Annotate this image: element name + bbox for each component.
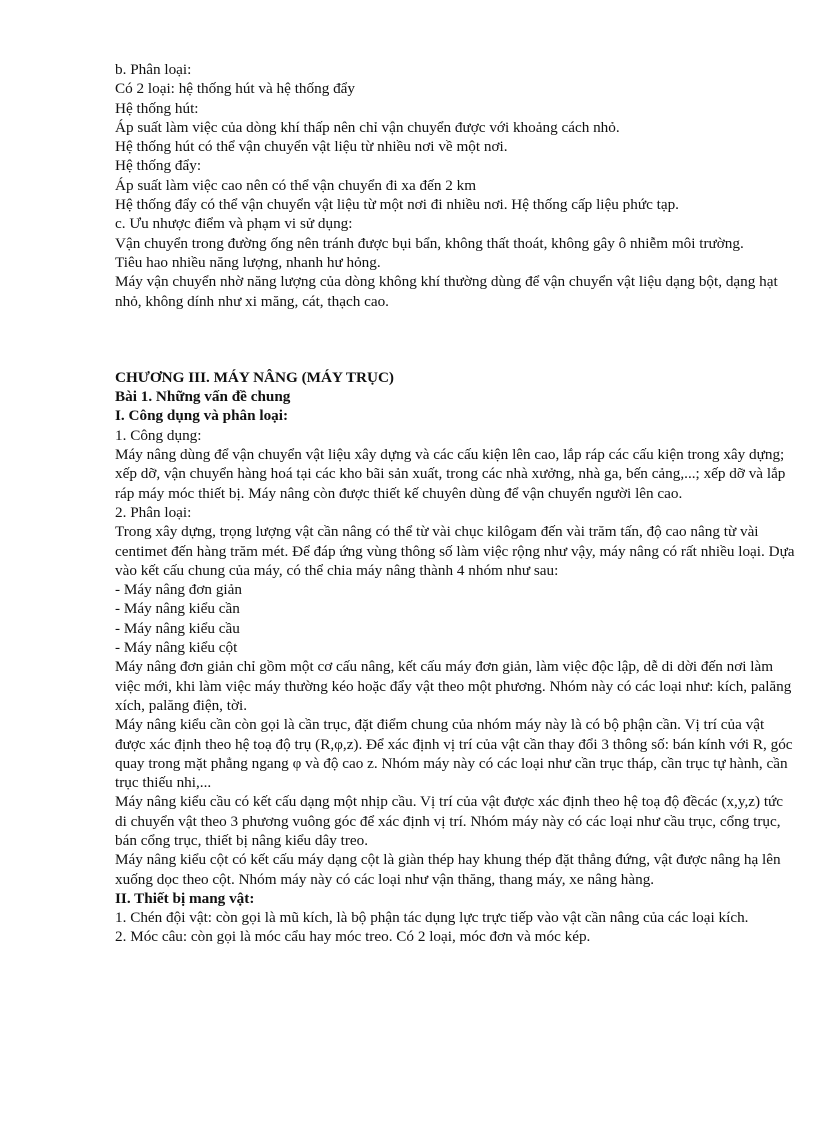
body-paragraph: Máy nâng kiểu cần còn gọi là cần trục, đặt điểm chung của nhóm máy này là có bộ phận cần. Vị trí của vật được xác định theo hệ toạ độ trụ (R,φ,z). Để xác định vị trí của vật cần thay đổi 3 thông số: bán kính với R, góc quay trong mặt phẳng ngang φ và độ cao z. Nhóm máy này có các loại như cần trục tháp, cần trục tự hành, cần trục thiếu nhi,... xyxy=(115,716,793,792)
section-c-paragraph: Vận chuyển trong đường ống nên tránh được bụi bẩn, không thất thoát, không gây ô nhiễm môi trường. xyxy=(115,234,744,252)
lesson-title: Bài 1. Những vấn đề chung xyxy=(115,388,291,406)
section-spacer xyxy=(115,311,795,368)
body-paragraph: Máy nâng dùng để vận chuyển vật liệu xây dựng và các cấu kiện lên cao, lắp ráp các cấu kiện trong xây dựng; xếp dỡ, vận chuyển hàng hoá tại các kho bãi sản xuất, trong các nhà xưởng, nhà ga, bến cảng,...; xếp dỡ và lắp ráp máy móc thiết bị. Máy nâng còn được thiết kế chuyên dùng để vận chuyển người lên cao. xyxy=(115,446,786,502)
body-paragraph: Máy nâng kiểu cột có kết cấu máy dạng cột là giàn thép hay khung thép đặt thẳng đứng, vật được nâng hạ lên xuống dọc theo cột. Nhóm máy này có các loại như vận thăng, thang máy, xe nâng hàng. xyxy=(115,851,781,888)
subheading: 1. Công dụng: xyxy=(115,426,202,444)
part-heading: II. Thiết bị mang vật: xyxy=(115,889,255,907)
body-paragraph: Máy nâng đơn giản chỉ gồm một cơ cấu nâng, kết cấu máy đơn giản, làm việc độc lập, dễ di dời đến nơi làm việc mới, khi làm việc máy thường kéo hoặc đẩy vật theo một phương. Nhóm này có các loại như: kích, palăng xích, palăng điện, tời. xyxy=(115,658,792,714)
body-paragraph: Trong xây dựng, trọng lượng vật cần nâng có thể từ vài chục kilôgam đến vài trăm tấn, độ cao nâng từ vài centimet đến hàng trăm mét. Để đáp ứng vùng thông số làm việc rộng như vậy, máy nâng có rất nhiều loại. Dựa vào kết cấu chung của máy, có thể chia máy nâng thành 4 nhóm như sau: xyxy=(115,523,795,579)
section-b-line: Hệ thống đẩy: xyxy=(115,157,202,175)
section-b-heading: b. Phân loại: xyxy=(115,61,192,78)
part-heading: I. Công dụng và phân loại: xyxy=(115,407,289,425)
list-item: - Máy nâng đơn giản xyxy=(115,581,242,599)
section-b-line: Áp suất làm việc của dòng khí thấp nên chỉ vận chuyển được với khoảng cách nhỏ. xyxy=(115,118,620,136)
list-item: - Máy nâng kiểu cột xyxy=(115,639,238,657)
section-b-line: Áp suất làm việc cao nên có thể vận chuyển đi xa đến 2 km xyxy=(115,176,477,194)
list-item: - Máy nâng kiểu cầu xyxy=(115,619,240,637)
section-c-paragraph: Tiêu hao nhiều năng lượng, nhanh hư hỏng. xyxy=(115,253,381,271)
section-b-line: Hệ thống hút: xyxy=(115,99,199,117)
list-item: - Máy nâng kiểu cần xyxy=(115,600,240,618)
subheading: 2. Phân loại: xyxy=(115,503,192,521)
body-paragraph: 2. Móc câu: còn gọi là móc cẩu hay móc treo. Có 2 loại, móc đơn và móc kép. xyxy=(115,928,591,946)
section-b-line: Hệ thống đẩy có thể vận chuyển vật liệu từ một nơi đi nhiều nơi. Hệ thống cấp liệu phức tạp. xyxy=(115,196,679,214)
body-paragraph: Máy nâng kiểu cầu có kết cấu dạng một nhịp cầu. Vị trí của vật được xác định theo hệ toạ độ đềcác (x,y,z) tức di chuyển vật theo 3 phương vuông góc để xác định vị trí. Nhóm máy này có các loại như cầu trục, cổng trục, bán cổng trục, thiết bị nâng kiểu dây treo. xyxy=(115,793,784,849)
section-c-paragraph: Máy vận chuyển nhờ năng lượng của dòng không khí thường dùng để vận chuyển vật liệu dạng bột, dạng hạt nhỏ, không dính như xi măng, cát, thạch cao. xyxy=(115,273,778,310)
section-b-line: Có 2 loại: hệ thống hút và hệ thống đẩy xyxy=(115,80,356,98)
section-b-line: Hệ thống hút có thể vận chuyển vật liệu từ nhiều nơi về một nơi. xyxy=(115,138,508,156)
body-paragraph: 1. Chén đội vật: còn gọi là mũ kích, là bộ phận tác dụng lực trực tiếp vào vật cần nâng của các loại kích. xyxy=(115,909,749,927)
section-c-heading: c. Ưu nhược điểm và phạm vi sử dụng: xyxy=(115,215,353,233)
chapter-title: CHƯƠNG III. MÁY NÂNG (MÁY TRỤC) xyxy=(115,368,394,386)
document-page xyxy=(115,60,795,947)
